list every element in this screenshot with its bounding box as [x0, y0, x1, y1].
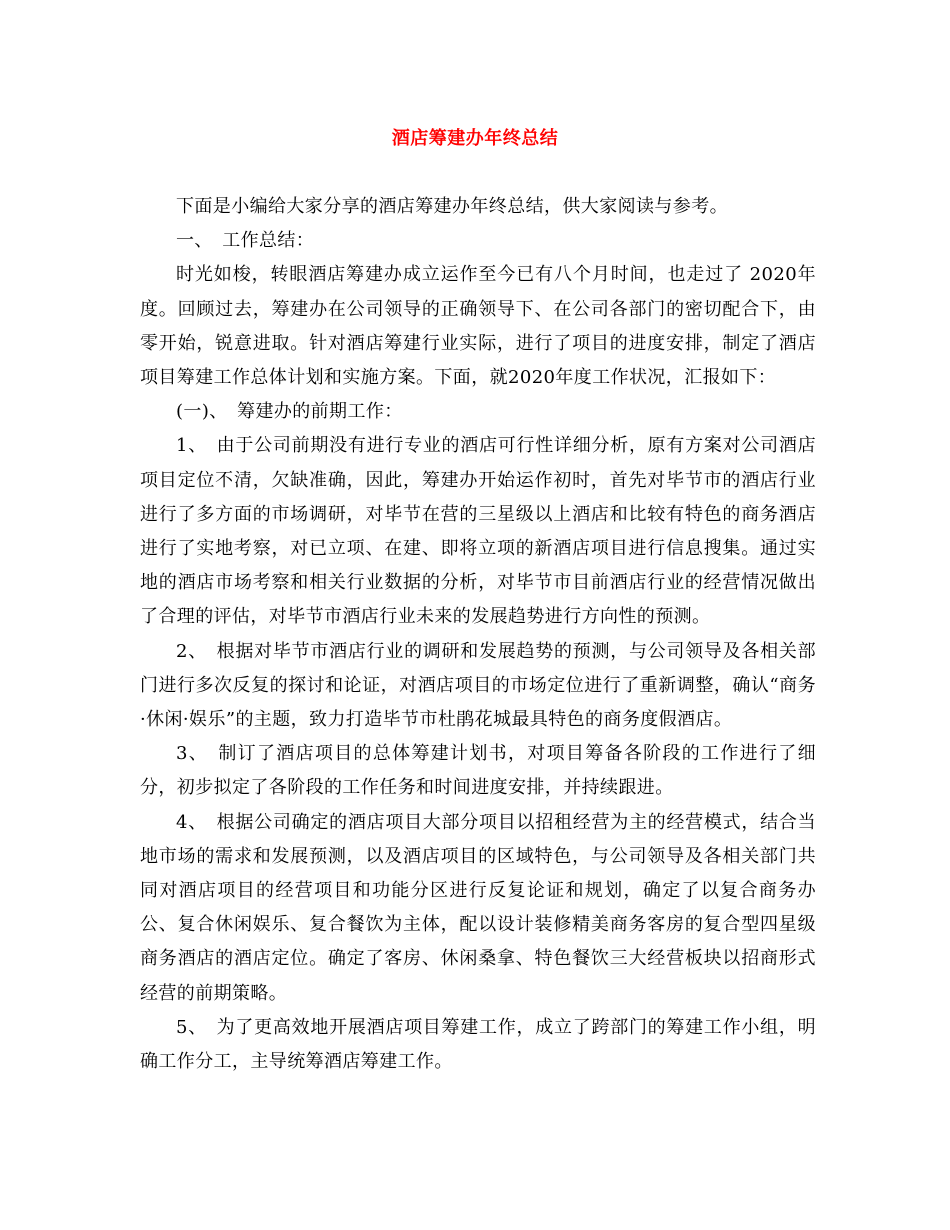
document-title: 酒店筹建办年终总结 — [391, 128, 559, 149]
section-heading-work-summary: 一、 工作总结： — [176, 230, 315, 252]
item-paragraph-3: 3、 制订了酒店项目的总体筹建计划书，对项目筹备各阶段的工作进行了细分，初步拟定了各阶段的工作任务和时间进度安排，并持续跟进。 — [140, 743, 816, 799]
document-body — [140, 190, 816, 1079]
intro-paragraph: 下面是小编给大家分享的酒店筹建办年终总结，供大家阅读与参考。 — [176, 196, 728, 217]
item-paragraph-1: 1、 由于公司前期没有进行专业的酒店可行性详细分析，原有方案对公司酒店项目定位不清，欠缺准确，因此，筹建办开始运作初时，首先对毕节市的酒店行业进行了多方面的市场调研，对毕节在营的三星级以上酒店和比较有特色的商务酒店进行了实地考察，对已立项、在建、即将立项的新酒店项目进行信息搜集。通过实地的酒店市场考察和相关行业数据的分析，对毕节市目前酒店行业的经营情况做出了合理的评估，对毕节市酒店行业未来的发展趋势进行方向性的预测。 — [140, 435, 816, 628]
item-paragraph-4: 4、 根据公司确定的酒店项目大部分项目以招租经营为主的经营模式，结合当地市场的需求和发展预测，以及酒店项目的区域特色，与公司领导及各相关部门共同对酒店项目的经营项目和功能分区进行反复论证和规划，确定了以复合商务办公、复合休闲娱乐、复合餐饮为主体，配以设计装修精美商务客房的复合型四星级商务酒店的酒店定位。确定了客房、休闲桑拿、特色餐饮三大经营板块以招商形式经营的前期策略。 — [140, 811, 816, 1004]
item-paragraph-2: 2、 根据对毕节市酒店行业的调研和发展趋势的预测，与公司领导及各相关部门进行多次反复的探讨和论证，对酒店项目的市场定位进行了重新调整，确认“商务·休闲·娱乐”的主题，致力打造毕节市杜鹃花城最具特色的商务度假酒店。 — [140, 640, 816, 731]
overview-paragraph: 时光如梭，转眼酒店筹建办成立运作至今已有八个月时间，也走过了 2020年度。回顾过去，筹建办在公司领导的正确领导下、在公司各部门的密切配合下，由零开始，锐意进取。针对酒店筹建行业实际，进行了项目的进度安排，制定了酒店项目筹建工作总体计划和实施方案。下面，就2020年度工作状况，汇报如下： — [140, 264, 816, 389]
subsection-heading-preliminary-work: (一)、 筹建办的前期工作： — [176, 401, 403, 423]
item-paragraph-5: 5、 为了更高效地开展酒店项目筹建工作，成立了跨部门的筹建工作小组，明确工作分工，主导统筹酒店筹建工作。 — [140, 1016, 816, 1073]
